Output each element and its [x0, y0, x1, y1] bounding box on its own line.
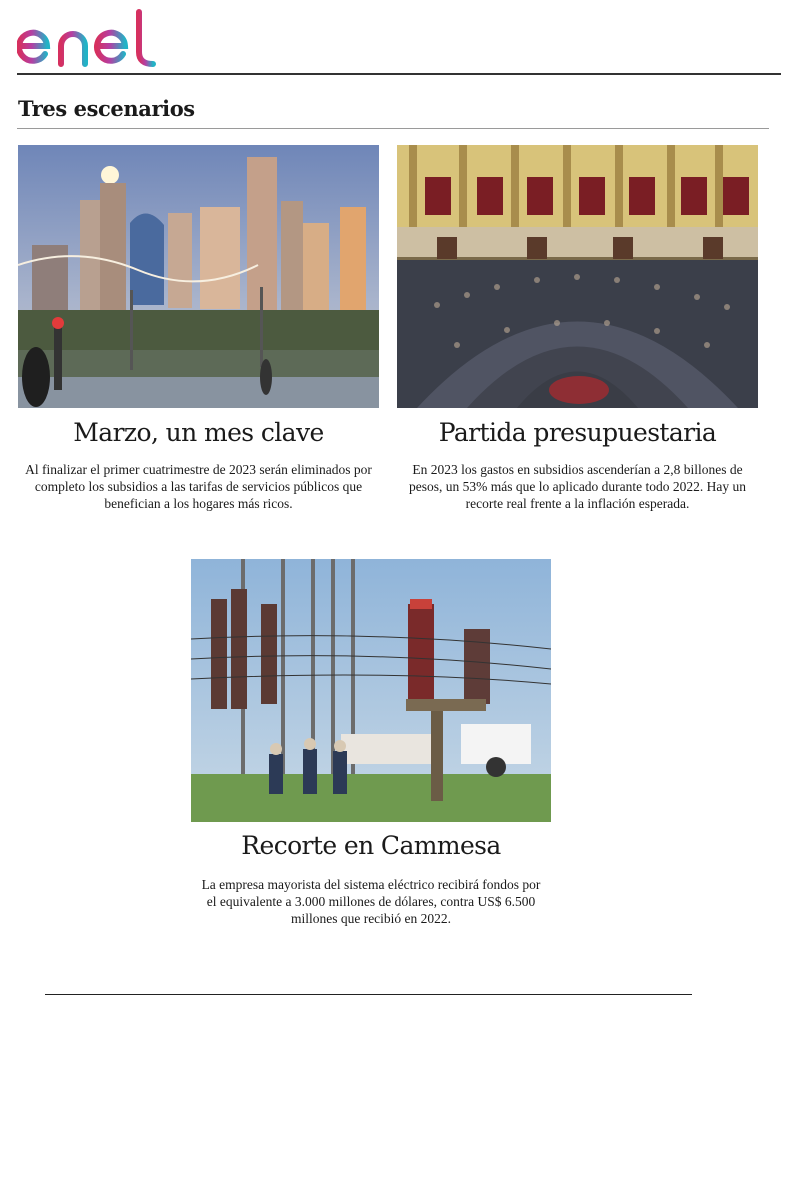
bottom-rule	[45, 994, 692, 995]
section-rule	[17, 128, 769, 129]
city-skyline-photo	[18, 145, 379, 408]
headline-partida: Partida presupuestaria	[438, 418, 717, 447]
body-marzo: Al finalizar el primer cuatrimestre de 2023 serán eliminados por completo los subsidios a las tarifas de servicios públicos que benefician a los hogares más ricos.	[25, 462, 372, 511]
headline-marzo: Marzo, un mes clave	[73, 418, 324, 447]
section-title: Tres escenarios	[18, 96, 195, 121]
masthead-rule	[17, 73, 781, 75]
headline-cammesa: Recorte en Cammesa	[241, 831, 501, 860]
enel-logo	[17, 8, 177, 70]
congress-chamber-photo	[397, 145, 758, 408]
body-cammesa: La empresa mayorista del sistema eléctrico recibirá fondos por el equivalente a 3.000 millones de dólares, contra US$ 6.500 millones que recibió en 2022.	[201, 877, 541, 926]
body-partida: En 2023 los gastos en subsidios ascenderían a 2,8 billones de pesos, un 53% más que lo aplicado durante todo 2022. Hay un recorte real frente a la inflación esperada.	[408, 462, 747, 511]
electrical-substation-photo	[191, 559, 551, 822]
